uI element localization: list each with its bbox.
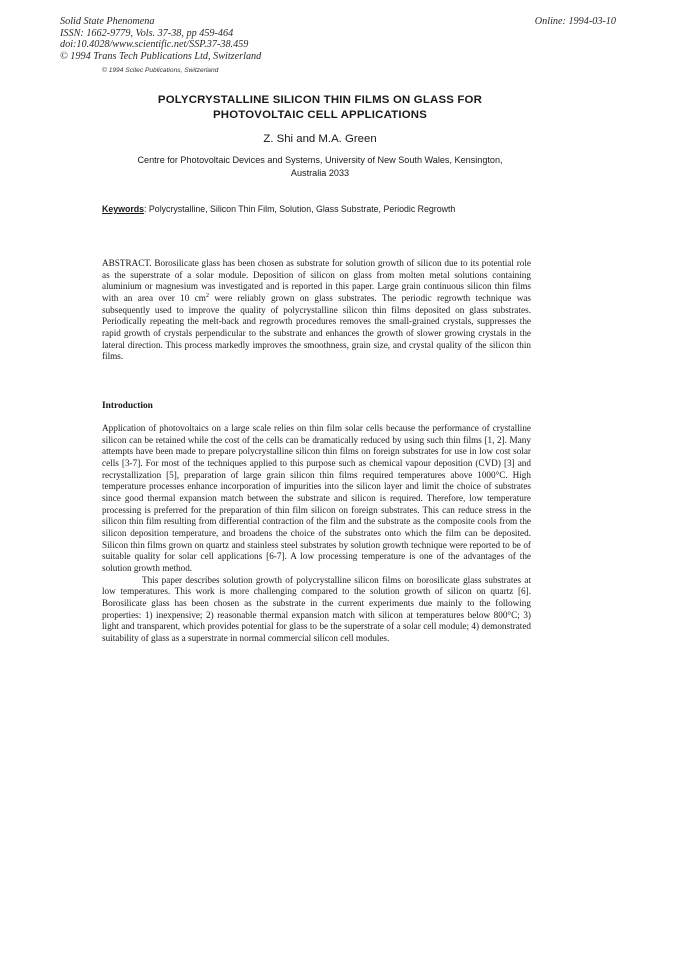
keywords-label: Keywords xyxy=(102,204,145,214)
keywords-list: : Polycrystalline, Silicon Thin Film, Solution, Glass Substrate, Periodic Regrowth xyxy=(144,204,456,214)
doi-link[interactable]: doi:10.4028/www.scientific.net/SSP.37-38.459 xyxy=(60,39,249,51)
section-heading-introduction: Introduction xyxy=(102,401,153,411)
abstract-superscript: 2 xyxy=(205,292,209,299)
journal-name: Solid State Phenomena xyxy=(60,16,155,27)
authors: Z. Shi and M.A. Green xyxy=(263,133,377,145)
affiliation-line-1: Centre for Photovoltaic Devices and Systems, University of New South Wales, Kensington, xyxy=(137,155,503,165)
abstract-text-2: were reliably grown on glass substrates. The periodic regrowth technique was subsequently used to improve the quality of polycrystalline silicon thin films deposited on glass substrates. Periodically repeating the melt-back and regrowth procedures removes the small-grained crystals, suppresses the rapid growth of crystals perpendicular to the substrate and enhances the growth of slower growing crystals in the lateral direction. This process markedly improves the smoothness, grain size, and crystal quality of the silicon thin films. xyxy=(102,292,531,362)
abstract-text-1: ABSTRACT. Borosilicate glass has been chosen as substrate for solution growth of silicon due to its potential role as the superstrate of a solar module. Deposition of silicon on glass from molten metal solutions containing aluminium or magnesium was investigated and is reported in this paper. Large grain continuous silicon thin films with an area over 10 cm xyxy=(102,258,531,303)
abstract xyxy=(102,258,531,363)
copyright-line: © 1994 Trans Tech Publications Ltd, Switzerland xyxy=(60,50,262,62)
online-date: Online: 1994-03-10 xyxy=(534,16,616,27)
keywords xyxy=(102,204,542,214)
intro-paragraph-2: This paper describes solution growth of polycrystalline silicon films on borosilicate glass substrates at low temperatures. This work is more challenging compared to the solution growth of silicon on quartz [6]. Borosilicate glass has been chosen as the substrate in the current experiments due mainly to the following properties: 1) inexpensive; 2) reasonable thermal expansion match with silicon at temperatures below 800°C; 3) light and transparent, which provides potential for glass to be the superstrate of a solar cell module; 4) demonstrated suitability of glass as a superstrate in normal commercial silicon cell modules. xyxy=(102,574,531,643)
introduction-body xyxy=(102,423,531,644)
paper-title xyxy=(100,93,540,122)
title-line-2: PHOTOVOLTAIC CELL APPLICATIONS xyxy=(213,108,427,121)
issn-line: ISSN: 1662-9779, Vols. 37-38, pp 459-464 xyxy=(60,27,234,39)
publisher-line: © 1994 Scitec Publications, Switzerland xyxy=(102,67,219,74)
affiliation xyxy=(100,154,540,179)
title-line-1: POLYCRYSTALLINE SILICON THIN FILMS ON GLASS FOR xyxy=(157,94,483,106)
affiliation-line-2: Australia 2033 xyxy=(290,167,350,178)
journal-metadata xyxy=(60,16,261,62)
intro-paragraph-1: Application of photovoltaics on a large scale relies on thin film solar cells because the performance of crystalline silicon can be retained while the cost of the cells can be dramatically reduced by using such thin films [1, 2]. Many attempts have been made to prepare polycrystalline silicon thin films on foreign substrates for use in low cost solar cells [3-7]. For most of the techniques applied to this purpose such as chemical vapour deposition (CVD) [3] and recrystallization [5], preparation of large grain silicon thin films required temperatures above 1000°C. High temperature processes enhance incorporation of impurities into the silicon layer and limit the choice of substrates since good thermal expansion match between the substrate and silicon is required. Therefore, low temperature processing is preferred for the preparation of thin film silicon on foreign substrates. This can reduce stress in the silicon thin film resulting from differential contraction of the film and the substrate as the composite cools from the silicon deposition temperature, and broadens the choice of the substrates onto which the film can be deposited. Silicon thin films grown on quartz and stainless steel substrates by solution growth technique were reported to be of suitable quality for solar cell applications [6-7]. A low processing temperature is one of the advantages of the solution growth method. xyxy=(102,423,531,573)
